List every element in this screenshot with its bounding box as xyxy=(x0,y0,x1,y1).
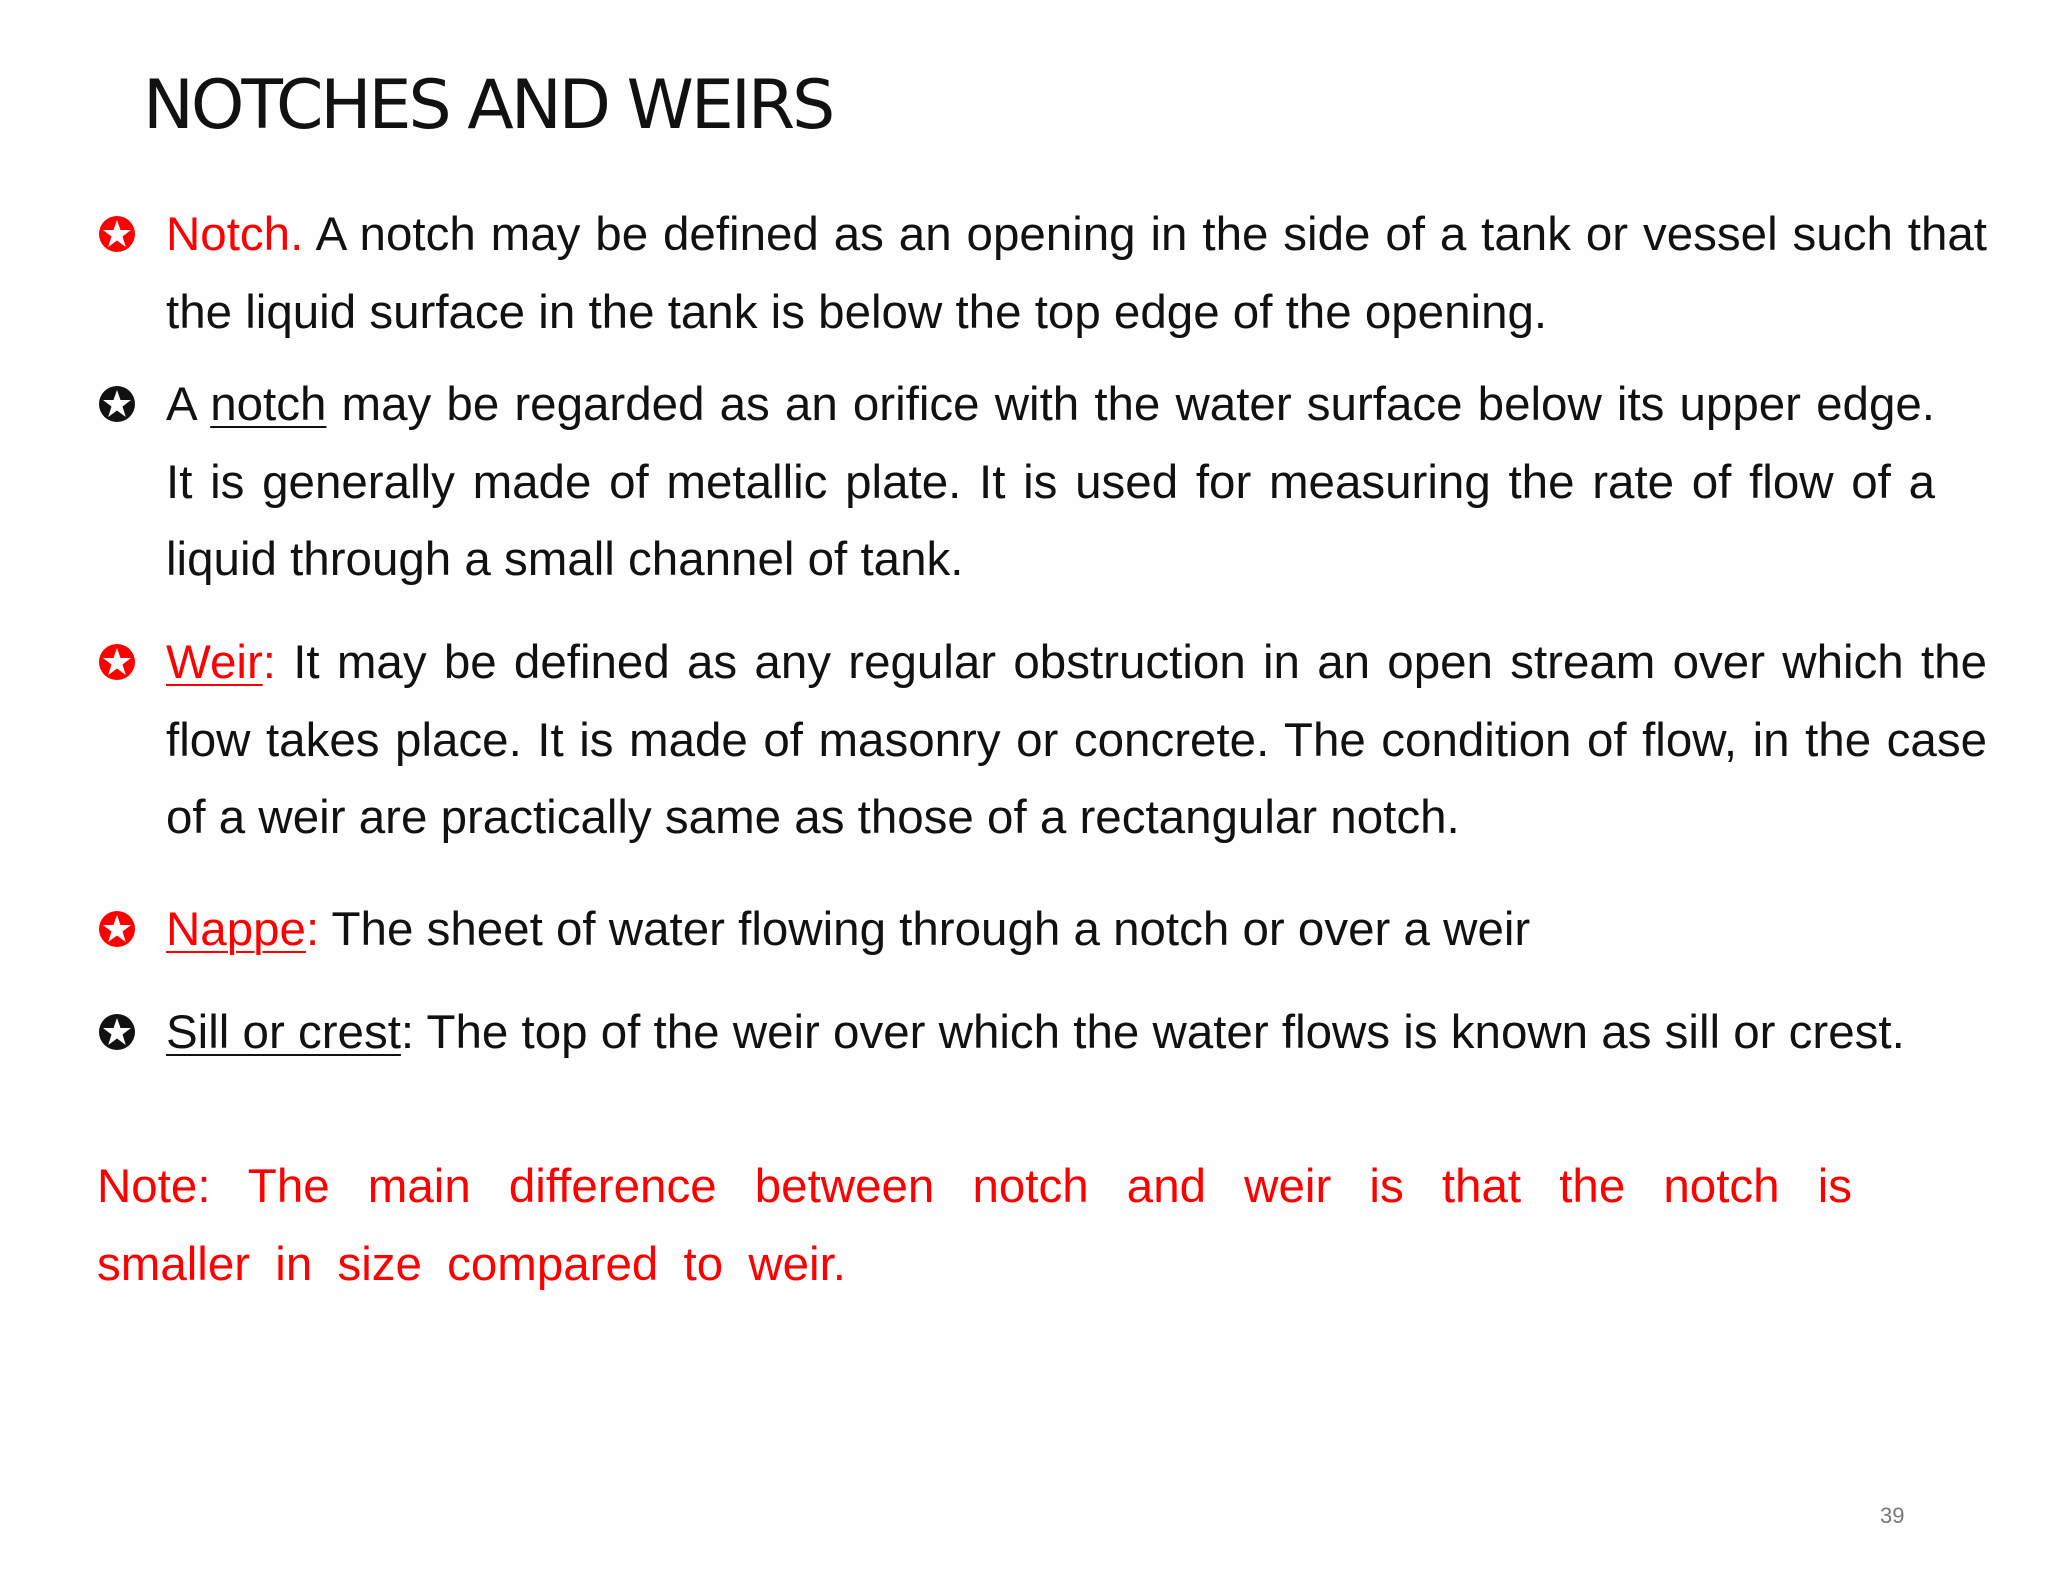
bullet-text xyxy=(166,624,1987,857)
bullet-term: notch xyxy=(210,378,327,431)
bullet-term: Weir xyxy=(166,636,263,689)
bullet-body: may be regarded as an orifice with the water surface below its upper edge. It is generally made of metallic plate. It is used for measuring the rate of flow of a liquid through a small channel of tank. xyxy=(166,378,1935,586)
bullet-body: The top of the weir over which the water flows is known as sill or crest. xyxy=(414,1006,1905,1059)
bullet-term: Nappe xyxy=(166,903,306,956)
page-number: 39 xyxy=(1880,1503,1905,1528)
bullet-colon: : xyxy=(400,1006,415,1059)
star-icon xyxy=(97,214,137,254)
bullet-term: Notch. xyxy=(166,208,304,261)
bullet-prefix: A xyxy=(166,378,211,431)
slide-title: NOTCHES AND WEIRS xyxy=(143,66,833,145)
bullet-term: Sill or crest xyxy=(166,1006,401,1059)
bullet-text xyxy=(166,891,1987,969)
bullet-text xyxy=(166,196,1987,351)
bullet-colon: : xyxy=(262,636,276,689)
bullet-body: It may be defined as any regular obstruction in an open stream over which the flow takes place. It is made of masonry or concrete. The condition of flow, in the case of a weir are practically same as those of a rectangular notch. xyxy=(166,636,1987,844)
bullet-text xyxy=(166,994,1957,1072)
star-icon xyxy=(97,1012,137,1052)
star-icon xyxy=(97,384,137,424)
bullet-body: The sheet of water flowing through a notch or over a weir xyxy=(319,903,1531,956)
bullet-colon: : xyxy=(305,903,320,956)
bullet-body: A notch may be defined as an opening in the side of a tank or vessel such that the liquid surface in the tank is below the top edge of the opening. xyxy=(166,208,1987,339)
star-icon xyxy=(97,909,137,949)
bullet-text xyxy=(166,366,1935,599)
star-icon xyxy=(97,642,137,682)
note-text: Note: The main difference between notch and weir is that the notch is smaller in size compared to weir. xyxy=(97,1160,1852,1291)
